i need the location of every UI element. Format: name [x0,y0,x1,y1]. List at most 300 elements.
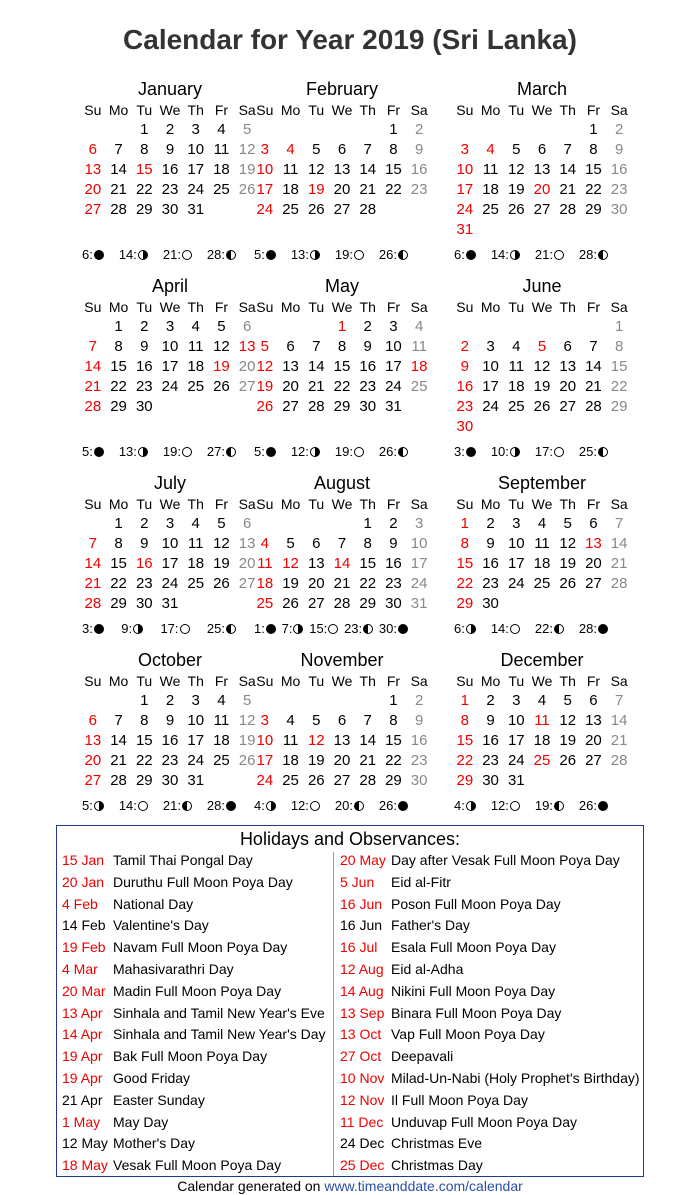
day-cell: 22 [585,181,602,198]
moon-phase-date: 21: [534,247,553,262]
moon-phase [491,247,520,263]
week-row [80,731,260,751]
holiday-row [340,937,640,959]
day-cell: 22 [385,181,402,198]
day-cell: 15 [385,732,402,749]
empty-cell [529,417,555,437]
week-row [452,594,632,614]
empty-cell [209,594,235,614]
empty-cell [606,594,632,614]
empty-cell [478,120,504,140]
day-cell: 3 [460,141,470,158]
empty-cell [529,317,555,337]
week-row [80,554,260,574]
holiday-row [340,1155,640,1177]
day-cell: 24 [161,575,179,592]
moon-phases [424,247,616,263]
moon-phase-date: 5: [254,444,265,459]
new-moon-icon [266,250,276,260]
moon-phase-date: 21: [162,247,181,262]
day-cell: 7 [563,141,572,158]
moon-phase-date: 13: [290,247,309,262]
day-cell: 10 [385,338,402,355]
day-cell: 4 [286,712,295,729]
weekday-label: Fr [386,673,401,689]
day-cell: 4 [286,141,295,158]
weekday-label: Sa [610,673,628,689]
empty-cell [329,120,355,140]
week-row [80,397,260,417]
day-cell: 26 [213,575,230,592]
full-moon-icon [310,801,320,811]
moon-phase-date: 4: [454,798,465,813]
moon-phases [52,621,244,637]
day-cell: 18 [507,378,525,395]
day-cell: 26 [307,201,325,218]
holiday-row [340,1112,640,1134]
day-cell: 18 [482,181,499,198]
weekday-label: We [159,496,181,512]
first-moon-icon [466,801,476,811]
empty-cell [555,417,581,437]
footer [0,1178,700,1195]
weekday-header [452,100,632,120]
day-cell: 21 [359,752,377,769]
moon-phase [119,247,148,263]
holiday-row [340,872,640,894]
moon-phases [224,798,416,814]
day-cell: 10 [256,732,274,749]
day-cell: 7 [312,338,321,355]
day-cell: 9 [460,358,470,375]
day-cell: 12 [282,555,299,572]
day-cell: 24 [482,398,499,415]
weekday-label: Th [359,673,376,689]
day-cell: 16 [610,161,628,178]
day-cell: 4 [260,535,270,552]
month-december [452,649,632,791]
week-row [452,200,632,220]
day-cell: 11 [534,535,550,552]
moon-phase [491,621,520,637]
day-cell: 15 [585,161,602,178]
moon-phase [535,798,564,814]
day-cell: 6 [337,712,347,729]
day-cell: 5 [563,692,572,709]
moon-phases [52,798,244,814]
empty-cell [106,120,132,140]
week-row [252,120,432,140]
week-row [80,534,260,554]
day-cell: 27 [559,398,577,415]
day-cell: 1 [114,515,123,532]
empty-cell [355,691,381,711]
day-cell: 11 [257,555,273,572]
day-cell: 15 [135,732,153,749]
holiday-date: 13 Oct [340,1026,382,1043]
empty-cell [503,417,529,437]
weekday-label: Tu [508,299,525,315]
moon-phase-date: 15: [309,621,328,636]
empty-cell [555,771,581,791]
day-cell: 13 [585,535,602,552]
holiday-row [62,1003,326,1025]
day-cell: 29 [385,772,402,789]
holiday-name: Duruthu Full Moon Poya Day [113,873,293,890]
day-cell: 13 [307,555,325,572]
moon-phase-date: 14: [118,798,137,813]
day-cell: 24 [507,575,525,592]
weekday-label: Su [256,299,274,315]
day-cell: 3 [486,338,495,355]
day-cell: 6 [242,318,252,335]
holiday-name: Poson Full Moon Poya Day [391,895,561,912]
weekday-label: Sa [410,496,428,512]
moon-phase-date: 6: [454,621,465,636]
moon-phase [344,621,373,637]
week-row [252,317,432,337]
day-cell: 24 [256,772,274,789]
week-row [452,691,632,711]
week-row [80,337,260,357]
day-cell: 24 [256,201,274,218]
weekday-label: Tu [308,102,325,118]
day-cell: 16 [410,161,428,178]
day-cell: 29 [110,595,127,612]
day-cell: 5 [286,535,295,552]
day-cell: 9 [140,338,149,355]
day-cell: 15 [333,358,351,375]
moon-phase [379,621,408,637]
day-cell: 10 [482,358,499,375]
holiday-name: Unduvap Full Moon Poya Day [391,1113,577,1130]
moon-phase-date: 4: [254,798,265,813]
holiday-date: 16 Jun [340,917,383,934]
week-row [80,751,260,771]
timeanddate-link[interactable]: www.timeanddate.com/calendar [324,1178,523,1194]
holiday-date: 5 Jun [340,873,375,890]
day-cell: 22 [610,378,628,395]
day-cell: 19 [238,161,256,178]
weekday-label: Fr [214,102,229,118]
moon-phase [335,798,364,814]
weekday-label: Fr [586,496,601,512]
empty-cell [555,220,581,240]
week-row [80,140,260,160]
moon-phases [52,247,244,263]
empty-cell [80,120,106,140]
day-cell: 25 [213,181,230,198]
holiday-name: Day after Vesak Full Moon Poya Day [391,852,620,868]
first-moon-icon [133,624,143,634]
day-cell: 15 [110,555,127,572]
month-name: March [516,79,567,99]
third-moon-icon [398,447,408,457]
day-cell: 30 [410,772,428,789]
day-cell: 6 [242,515,252,532]
moon-phase [254,621,276,637]
day-cell: 1 [614,318,624,335]
moon-phase [254,247,276,263]
weekday-label: We [159,299,181,315]
day-cell: 2 [486,515,495,532]
moon-phase-date: 30: [378,621,397,636]
day-cell: 11 [187,535,204,552]
holiday-row [62,981,326,1003]
empty-cell [209,397,235,417]
week-row [252,180,432,200]
day-cell: 20 [84,752,102,769]
moon-phase-date: 19: [334,247,353,262]
day-cell: 6 [312,535,321,552]
day-cell: 20 [333,752,351,769]
week-row [80,180,260,200]
weekday-label: Tu [136,496,153,512]
holiday-name: Il Full Moon Poya Day [391,1091,528,1108]
week-row [452,120,632,140]
moon-phase-date: 6: [454,247,465,262]
moon-phase [291,247,320,263]
empty-cell [503,120,529,140]
holiday-name: Christmas Day [391,1157,483,1174]
page-title: Calendar for Year 2019 (Sri Lanka) [123,24,577,55]
holiday-name: Tamil Thai Pongal Day [113,852,253,868]
day-cell: 4 [191,515,200,532]
day-cell: 28 [610,575,628,592]
day-cell: 8 [363,535,372,552]
day-cell: 28 [307,398,325,415]
moon-phase [119,798,148,814]
weekday-label: Mo [280,299,301,315]
day-cell: 15 [456,555,474,572]
holiday-row [62,1155,326,1177]
month-july [80,472,260,614]
day-cell: 20 [333,181,351,198]
new-moon-icon [94,447,104,457]
day-cell: 21 [110,181,127,198]
month-september [452,472,632,614]
holiday-date: 10 Nov [340,1069,385,1086]
holiday-date: 24 Dec [340,1135,385,1152]
day-cell: 29 [585,201,602,218]
moon-phase-date: 25: [578,444,597,459]
weekday-label: Mo [480,299,501,315]
day-cell: 2 [389,515,398,532]
holiday-row [340,1003,640,1025]
day-cell: 14 [610,712,628,729]
first-moon-icon [138,447,148,457]
day-cell: 5 [242,692,252,709]
third-moon-icon [554,624,564,634]
weekday-label: Th [559,299,576,315]
weekday-label: We [531,102,553,118]
week-row [252,711,432,731]
weekday-label: Tu [508,496,525,512]
week-row [452,771,632,791]
weekday-label: We [531,299,553,315]
month-name: August [313,473,371,493]
weekday-label: Sa [238,673,256,689]
holiday-date: 19 Apr [62,1048,103,1065]
day-cell: 20 [282,378,299,395]
moon-phases [224,247,416,263]
weekday-label: Tu [136,102,153,118]
day-cell: 29 [359,595,377,612]
day-cell: 30 [359,398,377,415]
day-cell: 16 [385,555,402,572]
empty-cell [452,120,478,140]
moon-phase-date: 12: [490,798,509,813]
moon-phase-date: 20: [334,798,353,813]
weekday-label: Su [256,102,274,118]
moon-phase [82,444,104,460]
week-row [452,574,632,594]
holiday-row [62,1133,326,1155]
day-cell: 8 [589,141,598,158]
day-cell: 13 [559,358,577,375]
holidays-panel [56,825,644,1177]
holiday-name: Good Friday [113,1069,191,1086]
new-moon-icon [266,624,276,634]
day-cell: 8 [114,338,123,355]
weekday-label: Tu [508,102,525,118]
day-cell: 23 [410,181,428,198]
weekday-label: Sa [410,299,428,315]
holiday-row [62,937,326,959]
empty-cell [606,220,632,240]
weekday-label: Fr [586,299,601,315]
day-cell: 16 [135,358,153,375]
empty-cell [183,594,209,614]
day-cell: 28 [359,201,377,218]
day-cell: 3 [260,141,270,158]
day-cell: 10 [161,535,179,552]
empty-cell [252,691,278,711]
day-cell: 5 [217,515,226,532]
third-moon-icon [354,801,364,811]
moon-phase [119,444,148,460]
day-cell: 7 [363,141,372,158]
day-cell: 10 [187,712,205,729]
holidays-right-column [340,850,640,1177]
day-cell: 3 [389,318,398,335]
moon-phase-date: 19: [162,444,181,459]
moon-phase-date: 3: [454,444,465,459]
day-cell: 24 [187,752,205,769]
month-name: October [137,650,203,670]
day-cell: 21 [84,575,102,592]
weekday-label: Th [359,299,376,315]
moon-phase [82,798,104,814]
moon-phase-date: 14: [490,621,509,636]
day-cell: 31 [385,398,402,415]
day-cell: 14 [559,161,577,178]
weekday-label: Sa [610,299,628,315]
day-cell: 29 [333,398,351,415]
full-moon-icon [554,447,564,457]
day-cell: 7 [589,338,598,355]
empty-cell [303,317,329,337]
day-cell: 16 [135,555,153,572]
weekday-header [80,671,260,691]
empty-cell [452,317,478,337]
moon-phase [379,247,408,263]
holiday-name: Navam Full Moon Poya Day [113,939,288,956]
moon-phases [424,444,616,460]
weekday-label: Mo [280,673,301,689]
day-cell: 30 [135,398,153,415]
day-cell: 31 [161,595,179,612]
month-august [252,472,432,614]
empty-cell [555,120,581,140]
week-row [80,771,260,791]
day-cell: 15 [385,161,402,178]
day-cell: 2 [165,692,175,709]
day-cell: 30 [610,201,628,218]
weekday-label: Fr [586,102,601,118]
month-november [252,649,432,791]
week-row [252,771,432,791]
day-cell: 25 [410,378,428,395]
day-cell: 2 [140,515,149,532]
week-row [452,357,632,377]
moon-phase-date: 3: [82,621,93,636]
day-cell: 19 [238,732,256,749]
third-moon-icon [598,250,608,260]
day-cell: 12 [307,161,325,178]
day-cell: 9 [140,535,149,552]
holiday-date: 16 Jul [340,939,378,956]
day-cell: 14 [84,358,102,375]
holiday-date: 15 Jan [62,852,105,868]
day-cell: 23 [482,575,499,592]
weekday-label: Su [84,496,102,512]
day-cell: 4 [414,318,424,335]
day-cell: 27 [238,378,256,395]
week-row [452,397,632,417]
weekday-label: Fr [214,496,229,512]
day-cell: 16 [482,555,499,572]
moon-phase [535,444,564,460]
empty-cell [80,691,106,711]
full-moon-icon [182,447,192,457]
holiday-name: Christmas Eve [391,1135,483,1152]
moon-phase-date: 21: [162,798,181,813]
weekday-label: Sa [410,673,428,689]
day-cell: 28 [110,201,127,218]
holidays-left-column [62,850,326,1177]
moon-phase-date: 7: [281,621,293,636]
week-row [252,140,432,160]
day-cell: 19 [533,378,551,395]
holiday-row [340,894,640,916]
week-row [252,357,432,377]
holiday-row [340,981,640,1003]
empty-cell [503,220,529,240]
day-cell: 24 [385,378,402,395]
empty-cell [303,691,329,711]
holiday-name: Valentine's Day [113,917,209,934]
day-cell: 23 [482,752,499,769]
moon-phase-date: 19: [534,798,553,813]
holiday-name: Father's Day [391,917,470,934]
week-row [252,337,432,357]
day-cell: 8 [614,338,624,355]
moon-phase-date: 14: [490,247,509,262]
moon-phase [163,798,192,814]
day-cell: 28 [110,772,127,789]
week-row [80,200,260,220]
